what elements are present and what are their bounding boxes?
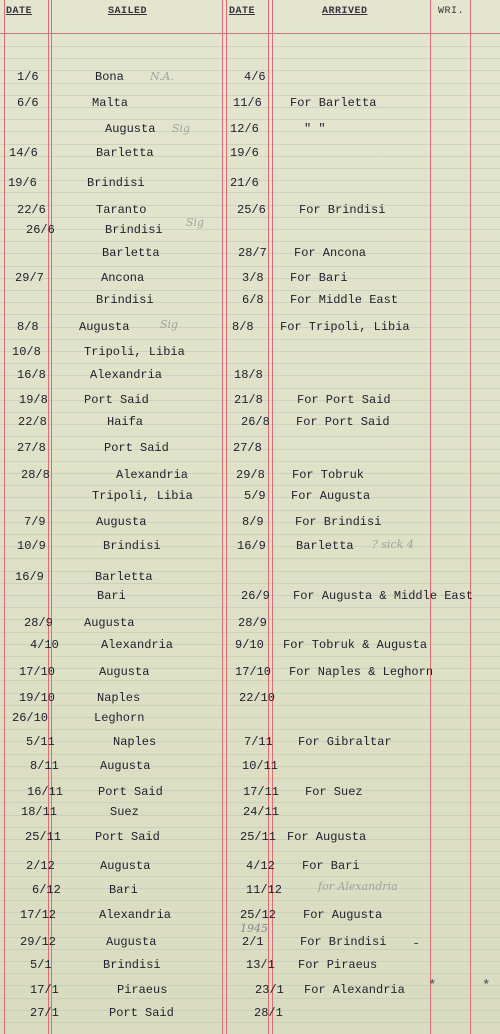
port-sailed-cell: Tripoli, Libia <box>92 489 193 503</box>
date-sailed-cell: 10/9 <box>17 539 46 553</box>
port-sailed-cell: Haifa <box>107 415 144 429</box>
ruled-line <box>0 388 500 389</box>
ruled-line <box>0 241 500 242</box>
column-rule <box>430 0 431 1034</box>
destination-cell: For Augusta & Middle East <box>293 589 474 603</box>
ruled-line <box>0 266 500 267</box>
date-sailed-cell: 27/1 <box>30 1006 59 1020</box>
pencil-note: N.A. <box>150 70 174 83</box>
ruled-line <box>0 802 500 803</box>
date-arrived-cell: 28/1 <box>254 1006 283 1020</box>
column-rule <box>51 0 52 1034</box>
ruled-line <box>0 705 500 706</box>
port-sailed-cell: Brindisi <box>87 176 145 190</box>
column-rule <box>226 0 227 1034</box>
date-arrived-cell: 28/7 <box>238 246 267 260</box>
date-arrived-cell: 21/8 <box>234 393 263 407</box>
ruled-line <box>0 314 500 315</box>
ruled-line <box>0 729 500 730</box>
date-arrived-cell: 18/8 <box>234 368 263 382</box>
ruled-line <box>0 985 500 986</box>
date-sailed-cell: 5/1 <box>30 958 52 972</box>
date-sailed-cell: 14/6 <box>9 146 38 160</box>
date-arrived-cell: 12/6 <box>230 122 259 136</box>
port-sailed-cell: Bari <box>109 883 138 897</box>
destination-cell: For Tobruk <box>292 468 365 482</box>
port-sailed-cell: Port Said <box>95 830 160 844</box>
port-sailed-cell: Naples <box>113 735 157 749</box>
port-sailed-cell: Tripoli, Libia <box>84 345 185 359</box>
header-rule <box>0 33 500 34</box>
port-sailed-cell: Brindisi <box>96 293 154 307</box>
date-arrived-cell: 25/11 <box>240 830 277 844</box>
port-sailed-cell: Augusta <box>84 616 135 630</box>
destination-cell: For Barletta <box>290 96 377 110</box>
date-arrived-cell: 8/9 <box>242 515 264 529</box>
ruled-line <box>0 119 500 120</box>
header-remarks: WRI. <box>438 6 465 17</box>
date-sailed-cell: 26/6 <box>26 223 55 237</box>
column-rule <box>268 0 269 1034</box>
port-sailed-cell: Bari <box>97 589 126 603</box>
destination-cell: For Brindisi <box>300 935 387 949</box>
date-sailed-cell: 10/8 <box>12 345 41 359</box>
destination-cell: Barletta <box>296 539 354 553</box>
port-sailed-cell: Alexandria <box>90 368 163 382</box>
date-arrived-cell: 3/8 <box>242 271 264 285</box>
ruled-line <box>0 973 500 974</box>
destination-cell: For Tobruk & Augusta <box>283 638 428 652</box>
port-sailed-cell: Alexandria <box>116 468 189 482</box>
date-arrived-cell: 17/11 <box>243 785 280 799</box>
date-sailed-cell: 16/11 <box>27 785 64 799</box>
ruled-line <box>0 571 500 572</box>
date-sailed-cell: 26/10 <box>12 711 49 725</box>
date-sailed-cell: 27/8 <box>17 441 46 455</box>
date-arrived-cell: 5/9 <box>244 489 266 503</box>
date-sailed-cell: 1/6 <box>17 70 39 84</box>
date-sailed-cell: 7/9 <box>24 515 46 529</box>
port-sailed-cell: Brindisi <box>103 539 161 553</box>
port-sailed-cell: Brindisi <box>103 958 161 972</box>
ruled-line <box>0 192 500 193</box>
ruled-line <box>0 58 500 59</box>
port-sailed-cell: Brindisi <box>105 223 163 237</box>
ruled-line <box>0 632 500 633</box>
header-date-sailed: DATE <box>6 6 33 17</box>
date-sailed-cell: 6/6 <box>17 96 39 110</box>
port-sailed-cell: Piraeus <box>117 983 168 997</box>
column-rule <box>4 0 5 1034</box>
date-arrived-cell: 7/11 <box>244 735 273 749</box>
column-rule <box>272 0 273 1034</box>
ruled-line <box>0 412 500 413</box>
ruled-line <box>0 998 500 999</box>
ruled-line <box>0 1022 500 1023</box>
port-sailed-cell: Barletta <box>95 570 153 584</box>
ruled-line <box>0 339 500 340</box>
port-sailed-cell: Augusta <box>100 759 151 773</box>
ruled-line <box>0 485 500 486</box>
port-sailed-cell: Alexandria <box>99 908 172 922</box>
date-arrived-cell: 9/10 <box>235 638 264 652</box>
destination-cell: For Port Said <box>297 393 391 407</box>
port-sailed-cell: Bona <box>95 70 124 84</box>
pencil-note: ? sick 4 <box>372 538 414 551</box>
date-sailed-cell: 6/12 <box>32 883 61 897</box>
ruled-line <box>0 363 500 364</box>
port-sailed-cell: Barletta <box>96 146 154 160</box>
date-sailed-cell: 8/11 <box>30 759 59 773</box>
destination-cell: For Port Said <box>296 415 390 429</box>
ruled-line <box>0 900 500 901</box>
date-sailed-cell: 19/10 <box>19 691 56 705</box>
date-sailed-cell: 16/8 <box>17 368 46 382</box>
date-arrived-cell: 4/12 <box>246 859 275 873</box>
destination-cell: For Brindisi <box>295 515 382 529</box>
date-sailed-cell: 8/8 <box>17 320 39 334</box>
port-sailed-cell: Augusta <box>96 515 147 529</box>
port-sailed-cell: Augusta <box>79 320 130 334</box>
ruled-line <box>0 46 500 47</box>
date-arrived-cell: 22/10 <box>239 691 276 705</box>
date-arrived-cell: 11/6 <box>233 96 262 110</box>
date-arrived-cell: 25/12 <box>240 908 277 922</box>
ruled-line <box>0 851 500 852</box>
port-sailed-cell: Naples <box>97 691 141 705</box>
date-arrived-cell: 13/1 <box>246 958 275 972</box>
destination-cell: For Bari <box>302 859 360 873</box>
date-arrived-cell: 2/1 <box>242 935 264 949</box>
ruled-line <box>0 827 500 828</box>
date-arrived-cell: 6/8 <box>242 293 264 307</box>
destination-cell: For Augusta <box>287 830 367 844</box>
ruled-line <box>0 217 500 218</box>
port-sailed-cell: Port Said <box>109 1006 174 1020</box>
date-arrived-cell: 26/9 <box>241 589 270 603</box>
header-arrived: ARRIVED <box>322 6 368 17</box>
ruled-line <box>0 607 500 608</box>
date-sailed-cell: 4/10 <box>30 638 59 652</box>
ruled-line <box>0 229 500 230</box>
star-mark: * <box>482 978 491 994</box>
ruled-line <box>0 534 500 535</box>
port-sailed-cell: Augusta <box>106 935 157 949</box>
destination-cell: " " <box>304 122 326 136</box>
date-arrived-cell: 8/8 <box>232 320 254 334</box>
destination-cell: For Augusta <box>303 908 383 922</box>
date-sailed-cell: 19/6 <box>8 176 37 190</box>
ruled-line <box>0 876 500 877</box>
port-sailed-cell: Barletta <box>102 246 160 260</box>
date-sailed-cell: 5/11 <box>26 735 55 749</box>
date-sailed-cell: 16/9 <box>15 570 44 584</box>
ruled-line <box>0 754 500 755</box>
destination-cell: For Suez <box>305 785 363 799</box>
port-sailed-cell: Augusta <box>100 859 151 873</box>
port-sailed-cell: Taranto <box>96 203 147 217</box>
ruled-line <box>0 461 500 462</box>
port-sailed-cell: Port Said <box>104 441 169 455</box>
ruled-line <box>0 717 500 718</box>
port-sailed-cell: Suez <box>110 805 139 819</box>
destination-cell: For Brindisi <box>299 203 386 217</box>
date-sailed-cell: 19/8 <box>19 393 48 407</box>
ruled-line <box>0 583 500 584</box>
destination-cell: For Middle East <box>290 293 399 307</box>
port-sailed-cell: Port Said <box>84 393 149 407</box>
date-arrived-cell: 19/6 <box>230 146 259 160</box>
date-sailed-cell: 22/6 <box>17 203 46 217</box>
column-rule <box>48 0 49 1034</box>
pencil-year: 1945 <box>240 922 268 935</box>
date-arrived-cell: 24/11 <box>243 805 280 819</box>
destination-cell: For Naples & Leghorn <box>289 665 434 679</box>
port-sailed-cell: Malta <box>92 96 129 110</box>
pencil-note: Sig <box>160 318 179 331</box>
port-sailed-cell: Leghorn <box>94 711 145 725</box>
port-sailed-cell: Augusta <box>99 665 150 679</box>
star-mark: * <box>428 978 437 994</box>
pencil-note: for Alexandria <box>318 880 398 893</box>
date-arrived-cell: 11/12 <box>246 883 283 897</box>
ruled-line <box>0 290 500 291</box>
ditto-dash: - <box>412 936 421 952</box>
column-rule <box>222 0 223 1034</box>
date-arrived-cell: 23/1 <box>255 983 284 997</box>
ruled-line <box>0 510 500 511</box>
date-sailed-cell: 29/12 <box>20 935 57 949</box>
date-arrived-cell: 16/9 <box>237 539 266 553</box>
destination-cell: For Bari <box>290 271 348 285</box>
date-sailed-cell: 17/10 <box>19 665 56 679</box>
date-sailed-cell: 17/12 <box>20 908 57 922</box>
date-sailed-cell: 28/8 <box>21 468 50 482</box>
date-arrived-cell: 26/8 <box>241 415 270 429</box>
port-sailed-cell: Alexandria <box>101 638 174 652</box>
ruled-line <box>0 778 500 779</box>
date-sailed-cell: 22/8 <box>18 415 47 429</box>
date-sailed-cell: 25/11 <box>25 830 62 844</box>
date-sailed-cell: 17/1 <box>30 983 59 997</box>
ruled-line <box>0 949 500 950</box>
destination-cell: For Piraeus <box>298 958 378 972</box>
date-sailed-cell: 29/7 <box>15 271 44 285</box>
ruled-line <box>0 1010 500 1011</box>
ruled-line <box>0 680 500 681</box>
date-arrived-cell: 27/8 <box>233 441 262 455</box>
pencil-note: Sig <box>172 122 191 135</box>
ruled-line <box>0 656 500 657</box>
destination-cell: For Gibraltar <box>298 735 392 749</box>
date-arrived-cell: 17/10 <box>235 665 272 679</box>
date-arrived-cell: 29/8 <box>236 468 265 482</box>
ruled-line <box>0 351 500 352</box>
destination-cell: For Ancona <box>294 246 367 260</box>
destination-cell: For Augusta <box>291 489 371 503</box>
pencil-note: Sig <box>186 216 205 229</box>
date-sailed-cell: 18/11 <box>21 805 58 819</box>
column-rule <box>470 0 471 1034</box>
header-date-arrived: DATE <box>229 6 256 17</box>
date-sailed-cell: 28/9 <box>24 616 53 630</box>
destination-cell: For Tripoli, Libia <box>280 320 410 334</box>
date-arrived-cell: 21/6 <box>230 176 259 190</box>
ruled-line <box>0 144 500 145</box>
date-arrived-cell: 4/6 <box>244 70 266 84</box>
ruled-line <box>0 168 500 169</box>
port-sailed-cell: Augusta <box>105 122 156 136</box>
header-sailed: SAILED <box>108 6 148 17</box>
ruled-line <box>0 436 500 437</box>
ruled-line <box>0 558 500 559</box>
date-arrived-cell: 28/9 <box>238 616 267 630</box>
port-sailed-cell: Ancona <box>101 271 145 285</box>
date-sailed-cell: 2/12 <box>26 859 55 873</box>
destination-cell: For Alexandria <box>304 983 405 997</box>
date-arrived-cell: 10/11 <box>242 759 279 773</box>
port-sailed-cell: Port Said <box>98 785 163 799</box>
date-arrived-cell: 25/6 <box>237 203 266 217</box>
